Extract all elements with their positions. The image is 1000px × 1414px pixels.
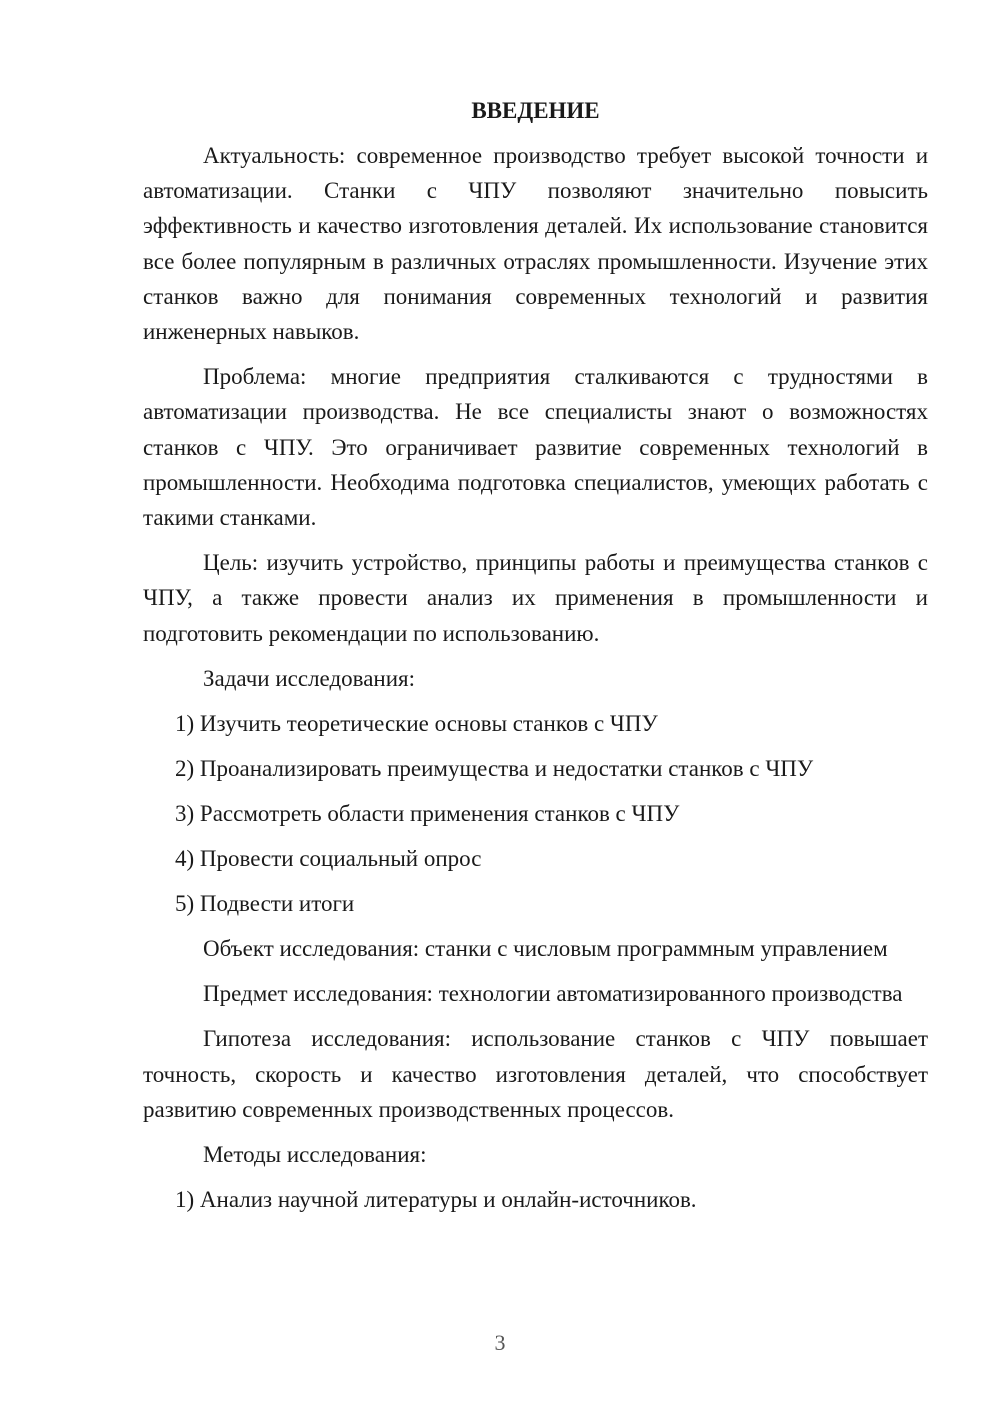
list-item: 1) Анализ научной литературы и онлайн-источников.	[175, 1187, 697, 1213]
paragraph-subject: Предмет исследования: технологии автоматизированного производства	[203, 981, 903, 1007]
page-number: 3	[494, 1330, 506, 1355]
methods-list	[143, 1182, 928, 1217]
list-item: 3) Рассмотреть области применения станков с ЧПУ	[175, 801, 680, 827]
paragraph-goal: Цель: изучить устройство, принципы работы и преимущества станков с ЧПУ, а также провести анализ их применения в промышленности и подготовить рекомендации по использованию.	[143, 550, 928, 646]
tasks-list	[143, 706, 928, 921]
list-item: 5) Подвести итоги	[175, 891, 355, 917]
list-item: 1) Изучить теоретические основы станков с ЧПУ	[175, 711, 658, 737]
list-item: 2) Проанализировать преимущества и недостатки станков с ЧПУ	[175, 756, 814, 782]
paragraph-object: Объект исследования: станки с числовым программным управлением	[203, 936, 888, 962]
paragraph-problem: Проблема: многие предприятия сталкиваются с трудностями в автоматизации производства. Не все специалисты знают о возможностях станков с ЧПУ. Это ограничивает развитие современных технологий в промышленности. Необходима подготовка специалистов, умеющих работать с такими станками.	[143, 364, 928, 531]
methods-heading: Методы исследования:	[203, 1142, 427, 1168]
tasks-heading: Задачи исследования:	[203, 665, 416, 691]
paragraph-relevance: Актуальность: современное производство требует высокой точности и автоматизации. Станки с ЧПУ позволяют значительно повысить эффективность и качество изготовления деталей. Их использование становится все более популярным в различных отраслях промышленности. Изучение этих станков важно для понимания современных технологий и развития инженерных навыков.	[143, 143, 928, 345]
paragraph-hypothesis: Гипотеза исследования: использование станков с ЧПУ повышает точность, скорость и качество изготовления деталей, что способствует развитию современных производственных процессов.	[143, 1026, 928, 1122]
document-page	[143, 93, 928, 1227]
page-title: ВВЕДЕНИЕ	[471, 98, 600, 123]
list-item: 4) Провести социальный опрос	[175, 846, 482, 872]
